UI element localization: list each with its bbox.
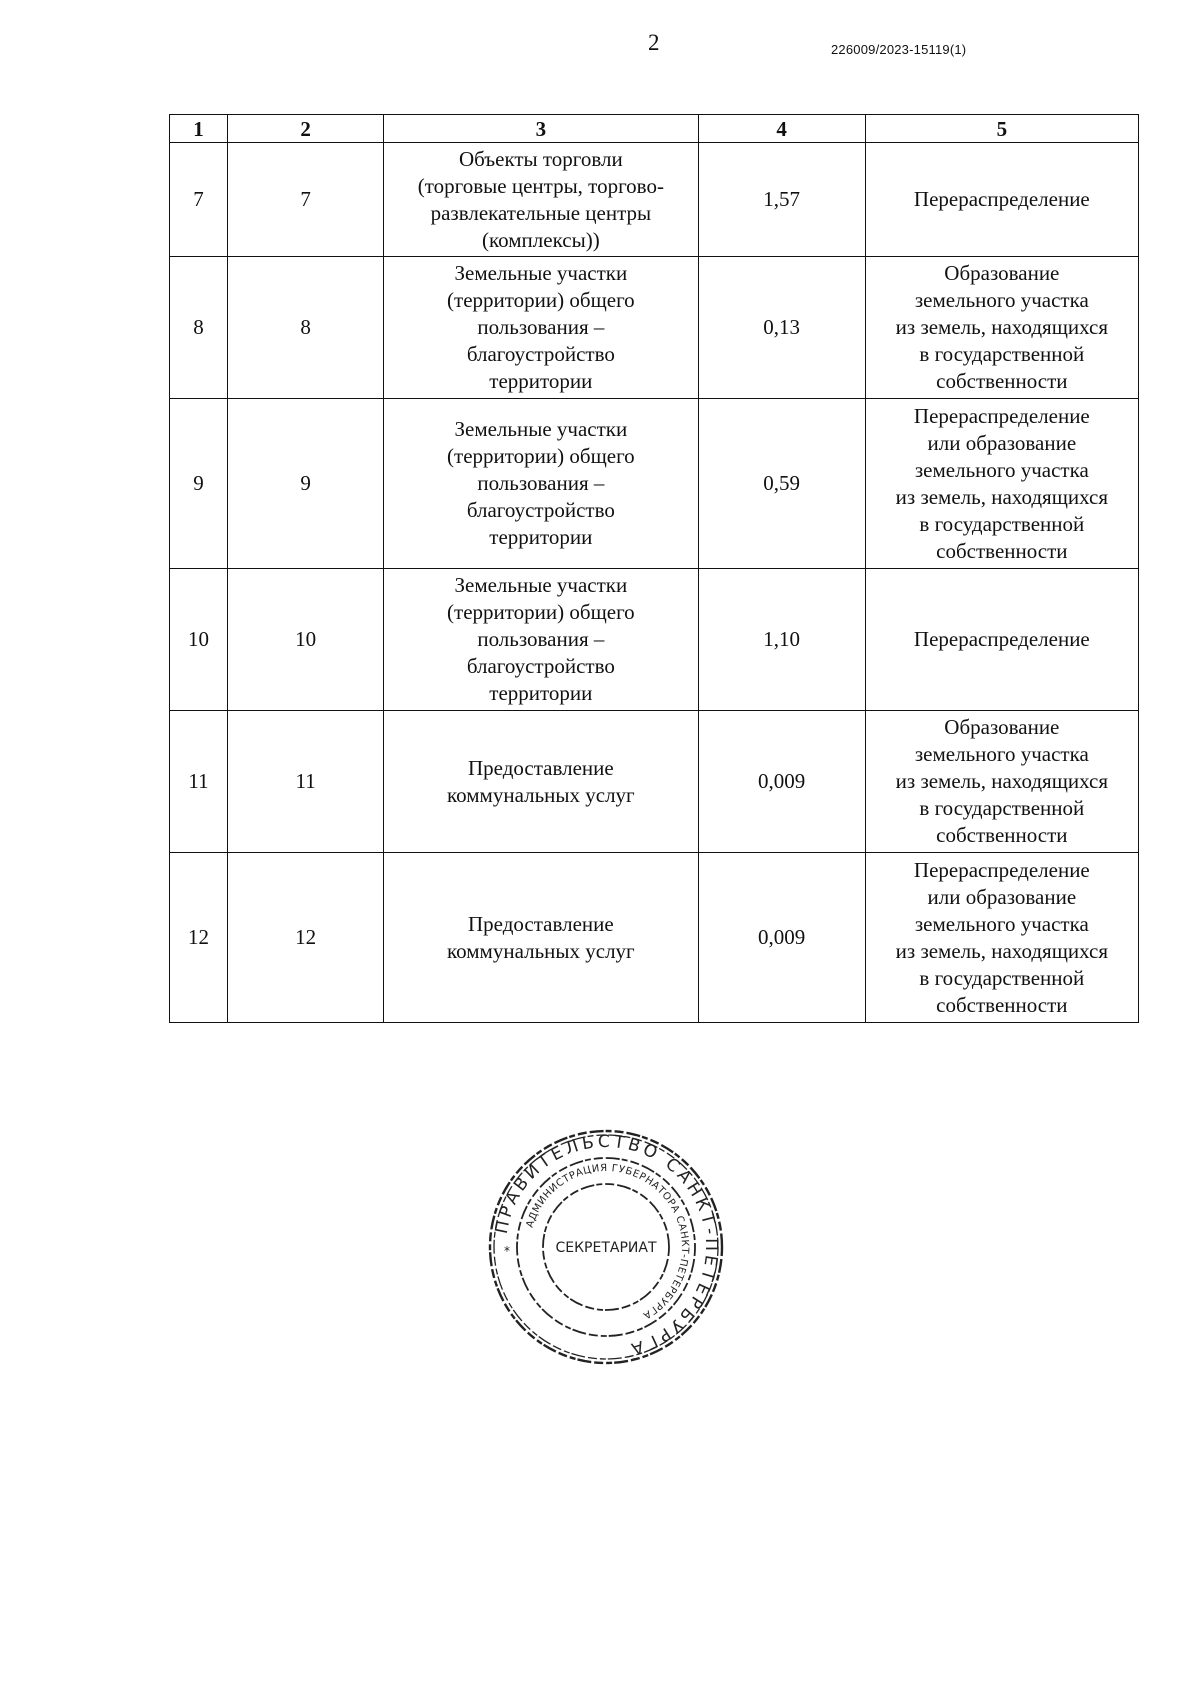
area-cell: 0,59 <box>698 399 865 569</box>
plot-number-cell: 8 <box>228 257 384 399</box>
header-cell: 4 <box>698 115 865 143</box>
header-cell: 2 <box>228 115 384 143</box>
row-number-cell: 10 <box>170 569 228 711</box>
table-row <box>170 399 1139 569</box>
formation-method-cell: Перераспределение <box>865 569 1138 711</box>
purpose-cell: Земельные участки (территории) общего пользования – благоустройство территории <box>384 569 698 711</box>
purpose-cell: Земельные участки (территории) общего пользования – благоустройство территории <box>384 399 698 569</box>
row-number-cell: 8 <box>170 257 228 399</box>
area-cell: 0,009 <box>698 853 865 1023</box>
plot-number-cell: 9 <box>228 399 384 569</box>
formation-method-cell: Перераспределение или образование земельного участка из земель, находящихся в государственной собственности <box>865 399 1138 569</box>
seal-center-text: СЕКРЕТАРИАТ <box>555 1240 657 1256</box>
plot-number-cell: 12 <box>228 853 384 1023</box>
formation-method-cell: Перераспределение или образование земельного участка из земель, находящихся в государственной собственности <box>865 853 1138 1023</box>
seal-star-icon: * <box>504 1244 510 1258</box>
formation-method-cell: Перераспределение <box>865 143 1138 257</box>
header-cell: 3 <box>384 115 698 143</box>
header-cell: 1 <box>170 115 228 143</box>
table-row <box>170 569 1139 711</box>
row-number-cell: 9 <box>170 399 228 569</box>
formation-method-cell: Образование земельного участка из земель, находящихся в государственной собственности <box>865 257 1138 399</box>
table-row <box>170 853 1139 1023</box>
purpose-cell: Предоставление коммунальных услуг <box>384 853 698 1023</box>
official-seal-stamp <box>486 1127 726 1367</box>
plot-number-cell: 7 <box>228 143 384 257</box>
seal-inner-text: АДМИНИСТРАЦИЯ ГУБЕРНАТОРА САНКТ-ПЕТЕРБУРГА <box>524 1162 691 1321</box>
land-plots-table <box>169 114 1139 1023</box>
area-cell: 1,57 <box>698 143 865 257</box>
table-header-row <box>170 115 1139 143</box>
purpose-cell: Объекты торговли (торговые центры, торгово- развлекательные центры (комплексы)) <box>384 143 698 257</box>
document-registration-number: 226009/2023-15119(1) <box>831 42 967 57</box>
area-cell: 0,009 <box>698 711 865 853</box>
row-number-cell: 7 <box>170 143 228 257</box>
page-number: 2 <box>648 30 660 55</box>
purpose-cell: Предоставление коммунальных услуг <box>384 711 698 853</box>
row-number-cell: 11 <box>170 711 228 853</box>
table-row <box>170 711 1139 853</box>
purpose-cell: Земельные участки (территории) общего пользования – благоустройство территории <box>384 257 698 399</box>
table-row <box>170 257 1139 399</box>
area-cell: 1,10 <box>698 569 865 711</box>
table-row <box>170 143 1139 257</box>
row-number-cell: 12 <box>170 853 228 1023</box>
seal-outer-text: ПРАВИТЕЛЬСТВО САНКТ-ПЕТЕРБУРГА <box>491 1131 722 1360</box>
plot-number-cell: 10 <box>228 569 384 711</box>
plot-number-cell: 11 <box>228 711 384 853</box>
formation-method-cell: Образование земельного участка из земель, находящихся в государственной собственности <box>865 711 1138 853</box>
header-cell: 5 <box>865 115 1138 143</box>
area-cell: 0,13 <box>698 257 865 399</box>
